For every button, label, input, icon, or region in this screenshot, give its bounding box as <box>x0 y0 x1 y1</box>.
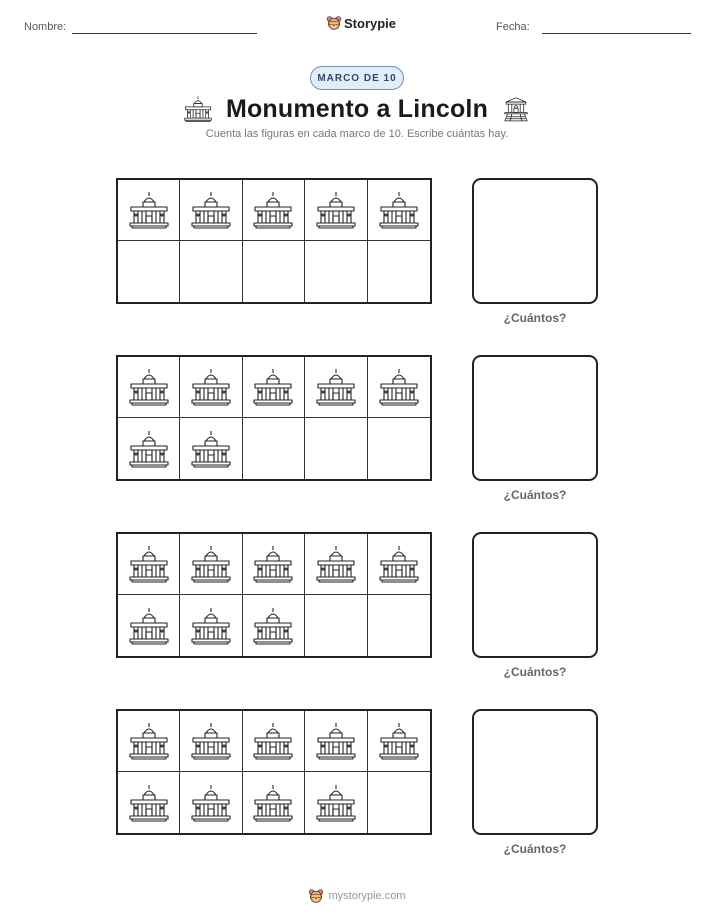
ten-frame-cell <box>180 711 242 772</box>
lincoln-memorial-icon <box>502 95 530 123</box>
ten-frame-cell <box>243 241 305 302</box>
ten-frame-cell <box>243 357 305 418</box>
date-field[interactable] <box>542 33 691 34</box>
ten-frame-cell <box>305 180 367 241</box>
ten-frame-cell <box>305 357 367 418</box>
ten-frame-cell <box>118 357 180 418</box>
brand-name: Storypie <box>344 15 397 31</box>
ten-frame-cell <box>305 595 367 656</box>
answer-box[interactable] <box>472 355 598 481</box>
ten-frame-cell <box>180 357 242 418</box>
ten-frame-cell <box>305 772 367 833</box>
capitol-building-icon <box>253 367 293 407</box>
answer-box[interactable] <box>472 709 598 835</box>
capitol-building-icon <box>129 783 169 823</box>
page-title: Monumento a Lincoln <box>225 94 489 123</box>
ten-frame-cell <box>368 241 430 302</box>
capitol-building-icon <box>191 783 231 823</box>
ten-frame-cell <box>118 418 180 479</box>
capitol-building-icon <box>191 544 231 584</box>
capitol-building-icon <box>316 544 356 584</box>
footer <box>0 886 714 906</box>
ten-frame <box>116 178 432 304</box>
ten-frame-cell <box>180 241 242 302</box>
ten-frame-cell <box>368 180 430 241</box>
ten-frame-cell <box>368 711 430 772</box>
ten-frame-cell <box>118 180 180 241</box>
ten-frame <box>116 532 432 658</box>
answer-box[interactable] <box>472 532 598 658</box>
ten-frame-cell <box>305 418 367 479</box>
capitol-building-icon <box>253 721 293 761</box>
answer-box[interactable] <box>472 178 598 304</box>
capitol-building-icon <box>129 544 169 584</box>
capitol-building-icon <box>191 606 231 646</box>
ten-frame-cell <box>118 534 180 595</box>
ten-frame-cell <box>305 711 367 772</box>
capitol-building-icon <box>316 190 356 230</box>
answer-prompt: ¿Cuántos? <box>503 311 567 325</box>
ten-frame-cell <box>305 241 367 302</box>
capitol-building-icon <box>129 721 169 761</box>
capitol-building-icon <box>191 429 231 469</box>
capitol-building-icon <box>379 190 419 230</box>
capitol-building-icon <box>316 367 356 407</box>
capitol-building-icon <box>253 544 293 584</box>
capitol-building-icon <box>129 190 169 230</box>
capitol-building-icon <box>129 367 169 407</box>
ten-frame-cell <box>118 595 180 656</box>
ten-frame <box>116 355 432 481</box>
worksheet-header <box>0 0 714 50</box>
capitol-building-icon <box>191 367 231 407</box>
capitol-building-icon <box>253 606 293 646</box>
ten-frame-cell <box>368 534 430 595</box>
category-badge: MARCO DE 10 <box>310 66 404 90</box>
name-field[interactable] <box>72 33 257 34</box>
date-label: Fecha: <box>496 21 530 33</box>
capitol-building-icon <box>253 190 293 230</box>
storypie-logo <box>326 13 396 33</box>
ten-frame-cell <box>243 772 305 833</box>
answer-prompt: ¿Cuántos? <box>503 488 567 502</box>
capitol-building-icon <box>379 367 419 407</box>
footer-site: mystorypie.com <box>328 890 406 902</box>
ten-frame-cell <box>180 418 242 479</box>
ten-frame-cell <box>180 534 242 595</box>
ten-frame <box>116 709 432 835</box>
ten-frame-cell <box>180 595 242 656</box>
ten-frame-cell <box>118 241 180 302</box>
ten-frame-cell <box>243 418 305 479</box>
title-row <box>0 92 714 126</box>
capitol-building-icon <box>316 783 356 823</box>
name-label: Nombre: <box>24 21 67 33</box>
answer-prompt: ¿Cuántos? <box>503 842 567 856</box>
capitol-building-icon <box>129 606 169 646</box>
ten-frame-cell <box>118 711 180 772</box>
ten-frame-cell <box>243 180 305 241</box>
ten-frame-cell <box>180 772 242 833</box>
ten-frame-cell <box>243 595 305 656</box>
capitol-building-icon <box>191 190 231 230</box>
capitol-building-icon <box>316 721 356 761</box>
ten-frame-cell <box>180 180 242 241</box>
ten-frame-cell <box>368 772 430 833</box>
ten-frame-cell <box>368 418 430 479</box>
capitol-building-icon <box>191 721 231 761</box>
bear-icon <box>326 15 342 31</box>
ten-frame-cell <box>243 534 305 595</box>
capitol-building-icon <box>379 544 419 584</box>
ten-frame-cell <box>243 711 305 772</box>
capitol-building-icon <box>379 721 419 761</box>
ten-frame-cell <box>118 772 180 833</box>
answer-prompt: ¿Cuántos? <box>503 665 567 679</box>
capitol-building-icon <box>184 95 212 123</box>
capitol-building-icon <box>129 429 169 469</box>
capitol-building-icon <box>253 783 293 823</box>
ten-frame-cell <box>305 534 367 595</box>
instructions: Cuenta las figuras en cada marco de 10. Escribe cuántas hay. <box>205 128 509 140</box>
ten-frame-cell <box>368 595 430 656</box>
ten-frame-cell <box>368 357 430 418</box>
bear-icon <box>308 888 324 904</box>
